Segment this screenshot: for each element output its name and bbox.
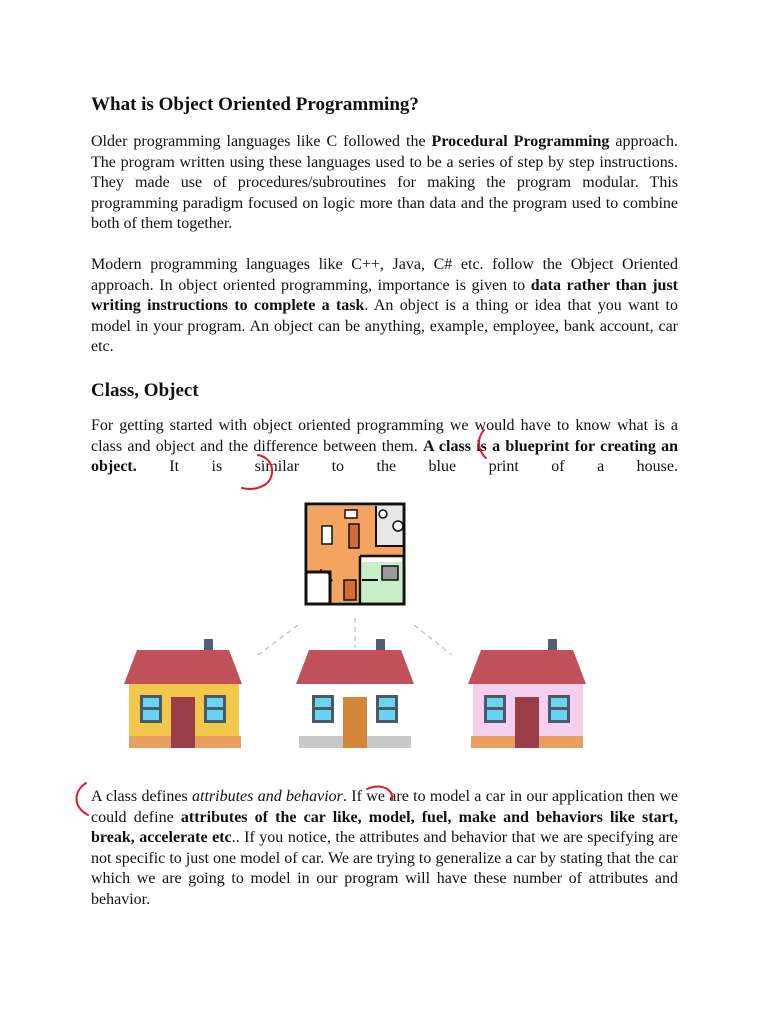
- p4-text-2: . If we are to model a car in our application then we could define: [91, 788, 679, 826]
- p1-bold-procedural: Procedural Programming: [431, 133, 610, 150]
- p2-text-2: . An object is a thing or idea that you want to model in your program. An object can be anything, example, employee, bank account, car etc.: [91, 297, 678, 356]
- p2-text-1: Modern programming languages like C++, Java, C# etc. follow the Object Oriented approach. In object oriented programming, importance is given to: [91, 256, 678, 294]
- p4-bold-car-attributes: attributes of the car like, model, fuel, make and behaviors like start, break, accelerate etc: [91, 808, 678, 847]
- p1-text-2: approach. The program written using these languages used to be a series of step by step instructions. They made use of procedures/subroutines for making the program modular. This programming paradigm focused on logic more than data and the program used to combine both of them together.: [91, 133, 679, 233]
- house-pink-icon: [468, 639, 586, 748]
- p2-bold-data: data rather than just writing instructions to complete a task: [91, 276, 679, 315]
- heading-class-object: Class, Object: [91, 380, 199, 401]
- p3-bold-blueprint: A class is a blueprint for creating an object.: [91, 437, 678, 476]
- p3-text-2: It is similar to the blue print of a house.: [136, 458, 678, 476]
- heading-oop: What is Object Oriented Programming?: [91, 94, 419, 115]
- dashed-connector-lines: [258, 618, 452, 655]
- floor-plan-icon: [306, 504, 404, 604]
- p4-italic-attributes: attributes and behavior: [192, 788, 343, 805]
- p4-text-1: A class defines: [91, 788, 193, 805]
- p1-text-1: Older programming languages like C followed the: [91, 133, 432, 150]
- house-yellow-icon: [124, 639, 242, 748]
- p3-text-1: For getting started with object oriented programming we would have to know what is a class and object and the difference between them.: [91, 417, 678, 455]
- house-white-icon: [296, 639, 414, 748]
- p4-text-3: .. If you notice, the attributes and behavior that we are specifying are not specific to just one model of car. We are trying to generalize a car by stating that the car which we are going to model in our program will have these number of attributes and behavior.: [91, 829, 678, 908]
